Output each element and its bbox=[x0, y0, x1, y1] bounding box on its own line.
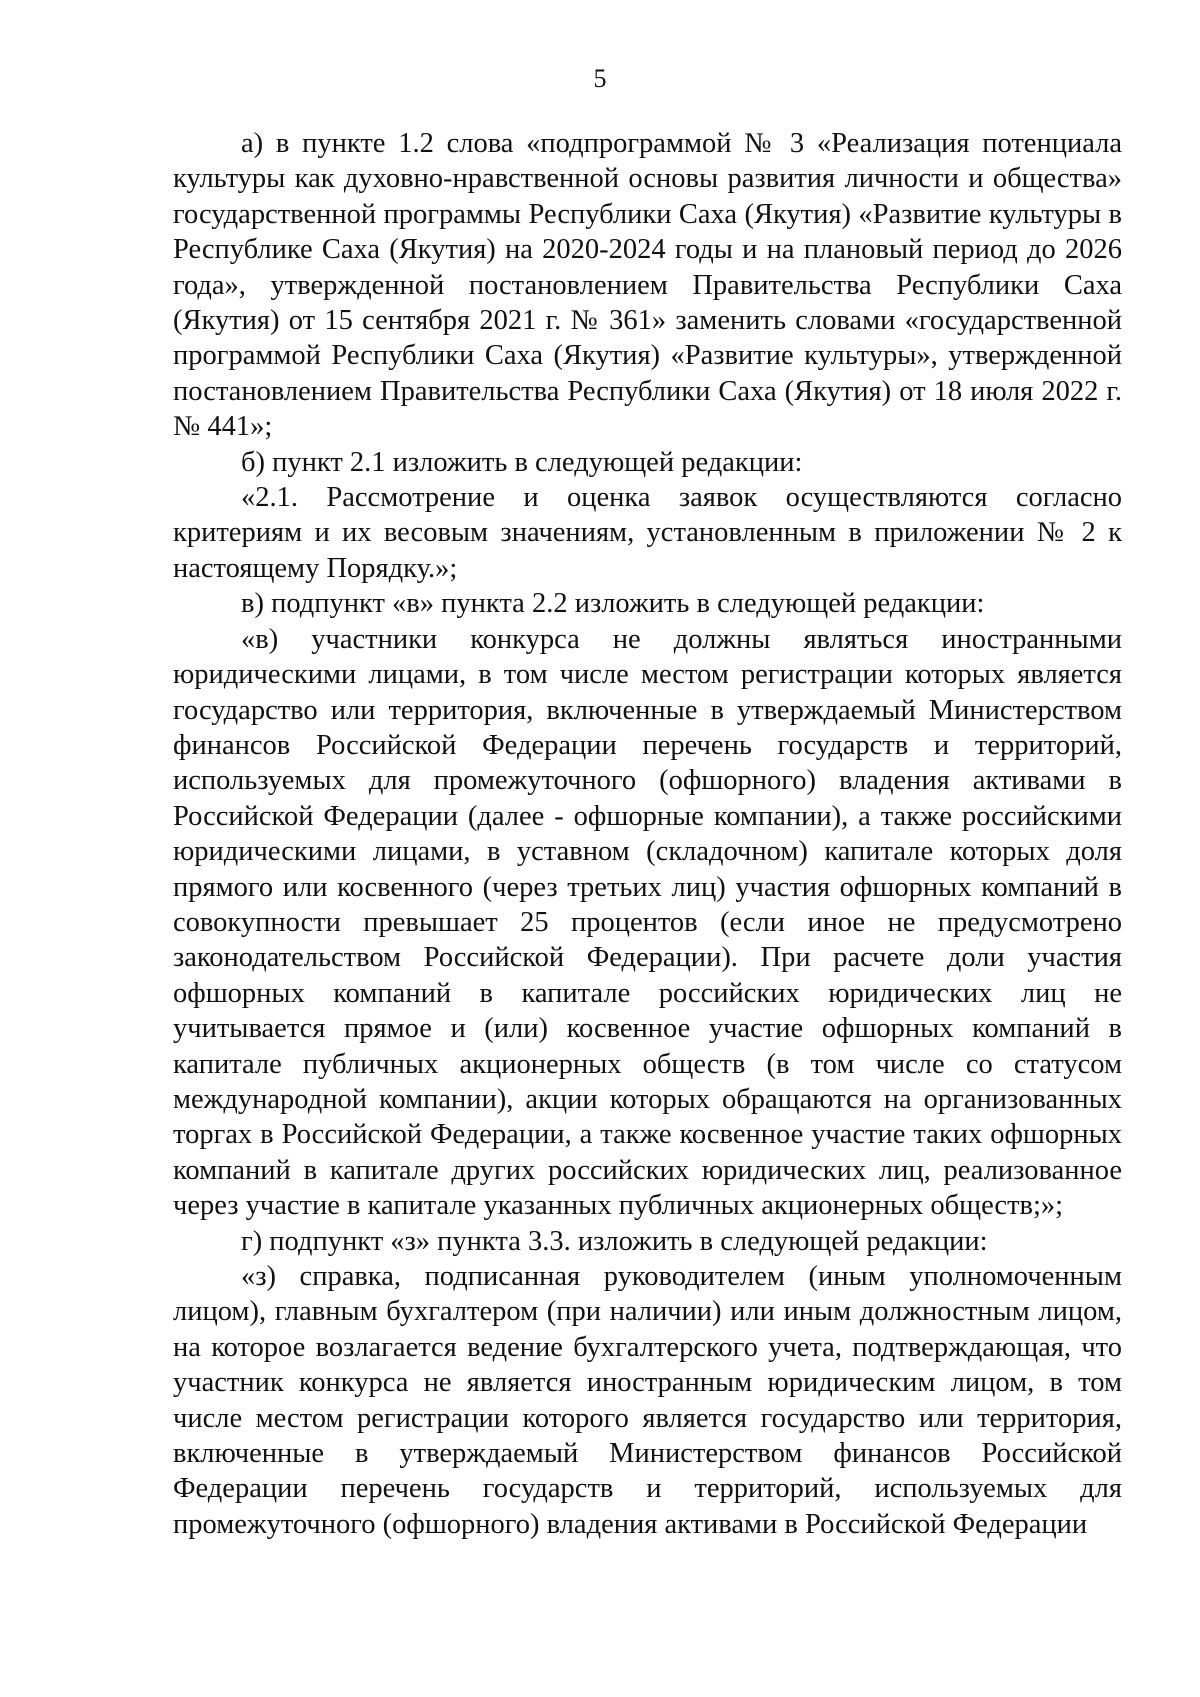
paragraph-quote-z: «з) справка, подписанная руководителем (иным уполномоченным лицом), главным бухгалтером (при наличии) или иным должностным лицом, на которое возлагается ведение бухгалтерского учета, подтверждающая, что участник конкурса не является иностранным юридическим лицом, в том числе местом регистрации которого является государство или территория, включенные в утверждаемый Министерством финансов Российской Федерации перечень государств и территорий, используемых для промежуточного (офшорного) владения активами в Российской Федерации bbox=[173, 1261, 1122, 1540]
paragraph-a: а) в пункте 1.2 слова «подпрограммой № 3 «Реализация потенциала культуры как духовно-нравственной основы развития личности и общества» государственной программы Республики Саха (Якутия) «Развитие культуры в Республике Саха (Якутия) на 2020-2024 годы и на плановый период до 2026 года», утвержденной постановлением Правительства Республики Саха (Якутия) от 15 сентября 2021 г. № 361» заменить словами «государственной программой Республики Саха (Якутия) «Развитие культуры», утвержденной постановлением Правительства Республики Саха (Якутия) от 18 июля 2022 г. № 441»; bbox=[173, 128, 1122, 443]
document-body bbox=[173, 126, 1122, 1542]
paragraph-v: в) подпункт «в» пункта 2.2 изложить в следующей редакции: bbox=[241, 588, 985, 620]
paragraph-b: б) пункт 2.1 изложить в следующей редакции: bbox=[241, 446, 803, 478]
page-number: 5 bbox=[593, 64, 607, 93]
paragraph-quote-2-1: «2.1. Рассмотрение и оценка заявок осуществляются согласно критериям и их весовым значениям, установленным в приложении № 2 к настоящему Порядку.»; bbox=[173, 482, 1122, 584]
paragraph-g: г) подпункт «з» пункта 3.3. изложить в следующей редакции: bbox=[241, 1225, 988, 1257]
paragraph-quote-v: «в) участники конкурса не должны являться иностранными юридическими лицами, в том числе местом регистрации которых является государство или территория, включенные в утверждаемый Министерством финансов Российской Федерации перечень государств и территорий, используемых для промежуточного (офшорного) владения активами в Российской Федерации (далее - офшорные компании), а также российскими юридическими лицами, в уставном (складочном) капитале которых доля прямого или косвенного (через третьих лиц) участия офшорных компаний в совокупности превышает 25 процентов (если иное не предусмотрено законодательством Российской Федерации). При расчете доли участия офшорных компаний в капитале российских юридических лиц не учитывается прямое и (или) косвенное участие офшорных компаний в капитале публичных акционерных обществ (в том числе со статусом международной компании), акции которых обращаются на организованных торгах в Российской Федерации, а также косвенное участие таких офшорных компаний в капитале других российских юридических лиц, реализованное через участие в капитале указанных публичных акционерных обществ;»; bbox=[173, 623, 1122, 1222]
